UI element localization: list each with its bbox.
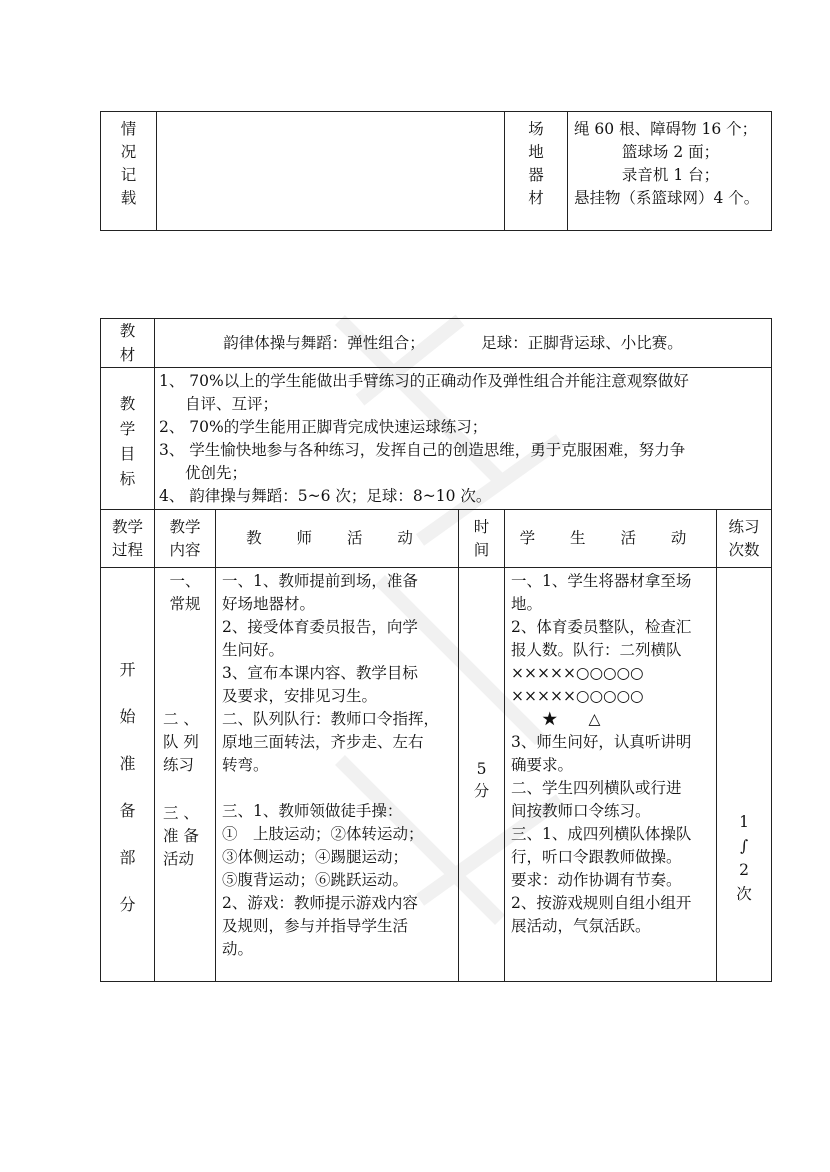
goal-item: 2、 70%的学生能用正脚背完成快速运球练习；: [159, 418, 488, 436]
header-teacher: 教 师 活 动: [216, 510, 459, 568]
record-table: [100, 111, 772, 231]
topic-3: 三 、: [163, 804, 199, 822]
goal-item: 1、 70%以上的学生能做出手臂练习的正确动作及弹性组合并能注意观察做好: [159, 372, 689, 390]
material-content: [155, 319, 772, 368]
time-cell: 5 分: [459, 568, 505, 982]
header-process: 教学 过程: [101, 510, 155, 568]
topic-1: 一、: [169, 572, 201, 590]
lesson-table: [100, 318, 772, 982]
teacher-activities: 一、1、教师提前到场，准备 好场地器材。 2、接受体育委员报告，向学 生问好。 3、宣布本课内容、教学目标 及要求，安排见习生。 二、队列队行：教师口令指挥， 原地三面转法，齐步走、左右 转弯。 三、1、教师领做徒手操： ① 上肢运动；②体转运动； ③体侧运动；④踢腿运动； ⑤腹背运动；⑥跳跃运动。 2、游戏：教师提示游戏内容 及规则，参与并指导学生活 动。: [216, 568, 459, 982]
header-content: 教学 内容: [155, 510, 216, 568]
header-count: 练习 次数: [717, 510, 772, 568]
record-label: 情 况 记 载: [101, 112, 157, 231]
goals-label: 教 学 目 标: [101, 368, 155, 510]
goals-content: 1、 70%以上的学生能做出手臂练习的正确动作及弹性组合并能注意观察做好 自评、互评； 2、 70%的学生能用正脚背完成快速运球练习； 3、 学生愉快地参与各种练习，发挥自己的创造思维，勇于克服困难，努力争 优创先； 4、 韵律操与舞蹈：5~6 次；足球：8~10 次。: [155, 368, 772, 510]
venue-label: 场 地 器 材: [505, 112, 568, 231]
student-activities: 一、1、学生将器材拿至场 地。 2、体育委员整队，检查汇 报人数。队行：二列横队 ×××××○○○○○ ×××××○○○○○ ★ △ 3、师生问好，认真听讲明 确要求。 二、学生四列横队或行进 间按教师口令练习。 三、1、成四列横队体操队 行，听口令跟教师做操。 要求：动作协调有节奏。 2、按游戏规则自组小组开 展活动，气氛活跃。: [505, 568, 717, 982]
practice-count: 1 ∫ 2 次: [717, 568, 772, 982]
material-label: 教 材: [101, 319, 155, 368]
goal-item: 4、 韵律操与舞蹈：5~6 次；足球：8~10 次。: [159, 487, 492, 505]
header-time: 时 间: [459, 510, 505, 568]
goal-item: 3、 学生愉快地参与各种练习，发挥自己的创造思维，勇于克服困难，努力争: [159, 441, 686, 459]
record-content: [157, 112, 505, 231]
material-part-2: 足球：正脚背运球、小比赛。: [481, 333, 683, 352]
phase-label: 开 始 准 备 部 分: [101, 568, 155, 982]
material-part-1: 韵律体操与舞蹈：弹性组合；: [223, 333, 425, 352]
equipment-list: 绳 60 根、障碍物 16 个； 篮球场 2 面； 录音机 1 台； 悬挂物（系篮球网）4 个。: [568, 112, 772, 231]
topics-cell: 一、 常规 二 、 队 列 练习 三 、 准 备 活动: [155, 568, 216, 982]
header-student: 学 生 活 动: [505, 510, 717, 568]
topic-2: 二 、: [163, 710, 199, 728]
